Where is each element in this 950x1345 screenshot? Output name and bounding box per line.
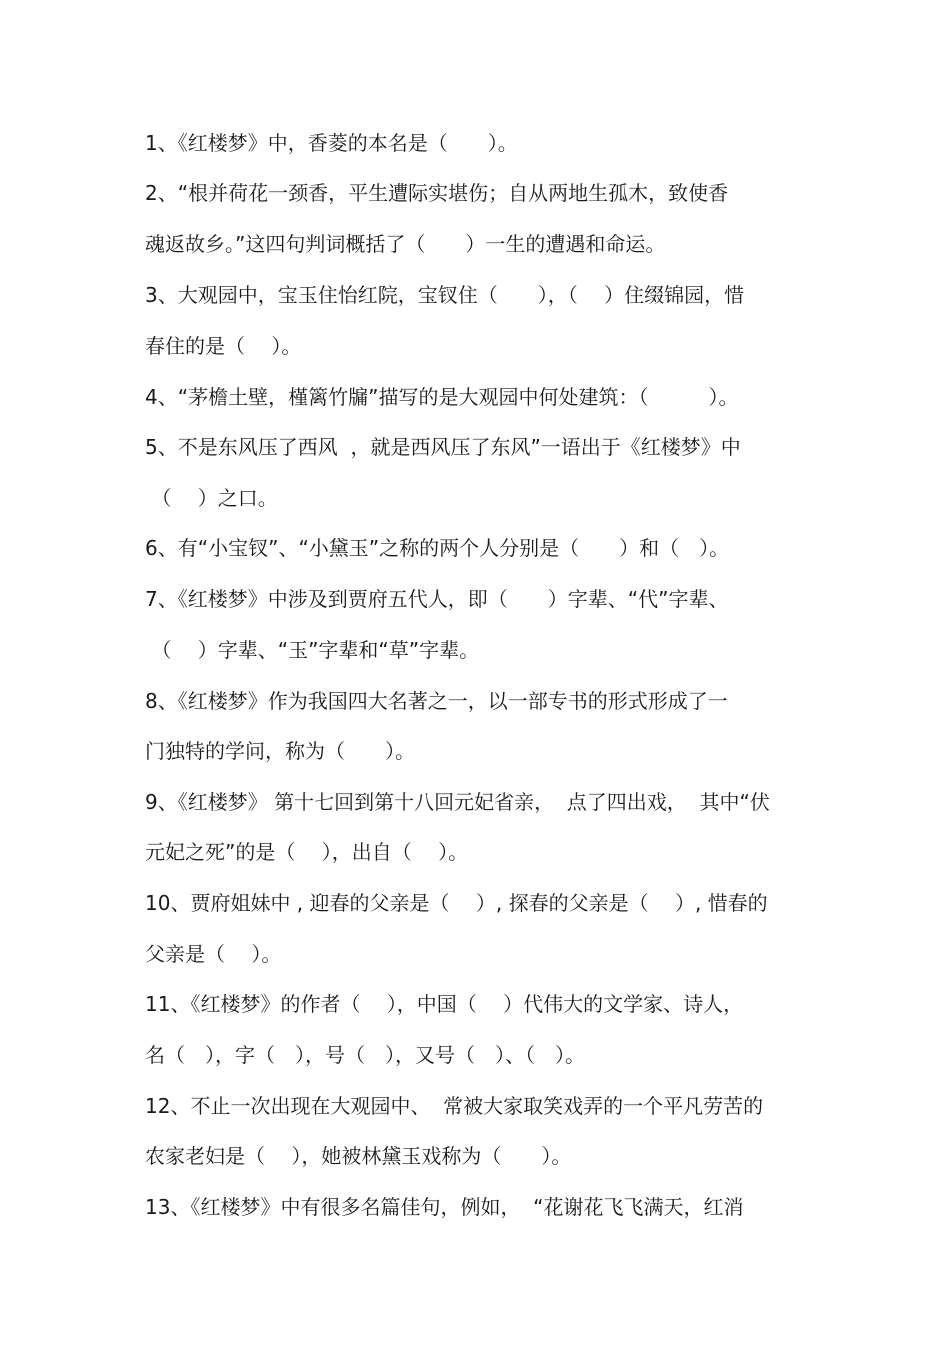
question-10-line-2: 父亲是（ ）。 [145,942,282,966]
question-8-line-1: 8、《红楼梦》作为我国四大名著之一，以一部专书的形式形成了一 [145,689,728,713]
question-2-line-1: 2、“根并荷花一颈香，平生遭际实堪伤；自从两地生孤木，致使香 [145,181,729,205]
question-13-line-1: 13、《红楼梦》中有很多名篇佳句，例如， “花谢花飞飞满天，红消 [145,1195,744,1219]
question-12-line-2: 农家老妇是（ ），她被林黛玉戏称为（ ）。 [145,1144,572,1168]
question-7-line-1: 7、《红楼梦》中涉及到贾府五代人，即（ ）字辈、“代”字辈、 [145,587,729,611]
question-11-line-1: 11、《红楼梦》的作者（ ），中国（ ）代伟大的文学家、诗人， [145,992,744,1016]
question-6-line-1: 6、有“小宝钗”、“小黛玉”之称的两个人分别是（ ）和（ ）。 [145,536,730,560]
question-5-line-2: （ ）之口。 [145,486,278,510]
question-10-line-1: 10、贾府姐妹中 , 迎春的父亲是（ ）, 探春的父亲是（ ）, 惜春的 [145,891,768,915]
question-3-line-1: 3、大观园中，宝玉住怡红院，宝钗住（ ），（ ）住缀锦园，惜 [145,283,745,307]
question-3-line-2: 春住的是（ ）。 [145,334,302,358]
question-12-line-1: 12、不止一次出现在大观园中、 常被大家取笑戏弄的一个平凡劳苦的 [145,1094,764,1118]
question-9-line-1: 9、《红楼梦》 第十七回到第十八回元妃省亲， 点了四出戏， 其中“伏 [145,790,770,814]
question-8-line-2: 门独特的学问，称为（ ）。 [145,739,415,763]
question-9-line-2: 元妃之死”的是（ ），出自（ ）。 [145,840,469,864]
question-4-line-1: 4、“茅檐土壁，槿篱竹牖”描写的是大观园中何处建筑：（ ）。 [145,385,739,409]
question-1-line-1: 1、《红楼梦》中，香菱的本名是（ ）。 [145,131,518,155]
question-2-line-2: 魂返故乡。”这四句判词概括了（ ）一生的遭遇和命运。 [145,232,666,256]
question-7-line-2: （ ）字辈、“玉”字辈和“草”字辈。 [145,638,480,662]
question-11-line-2: 名（ ），字（ ），号（ ），又号（ ）、（ ）。 [145,1043,585,1067]
question-5-line-1: 5、不是东风压了西风 ，就是西风压了东风”一语出于《红楼梦》中 [145,435,741,459]
